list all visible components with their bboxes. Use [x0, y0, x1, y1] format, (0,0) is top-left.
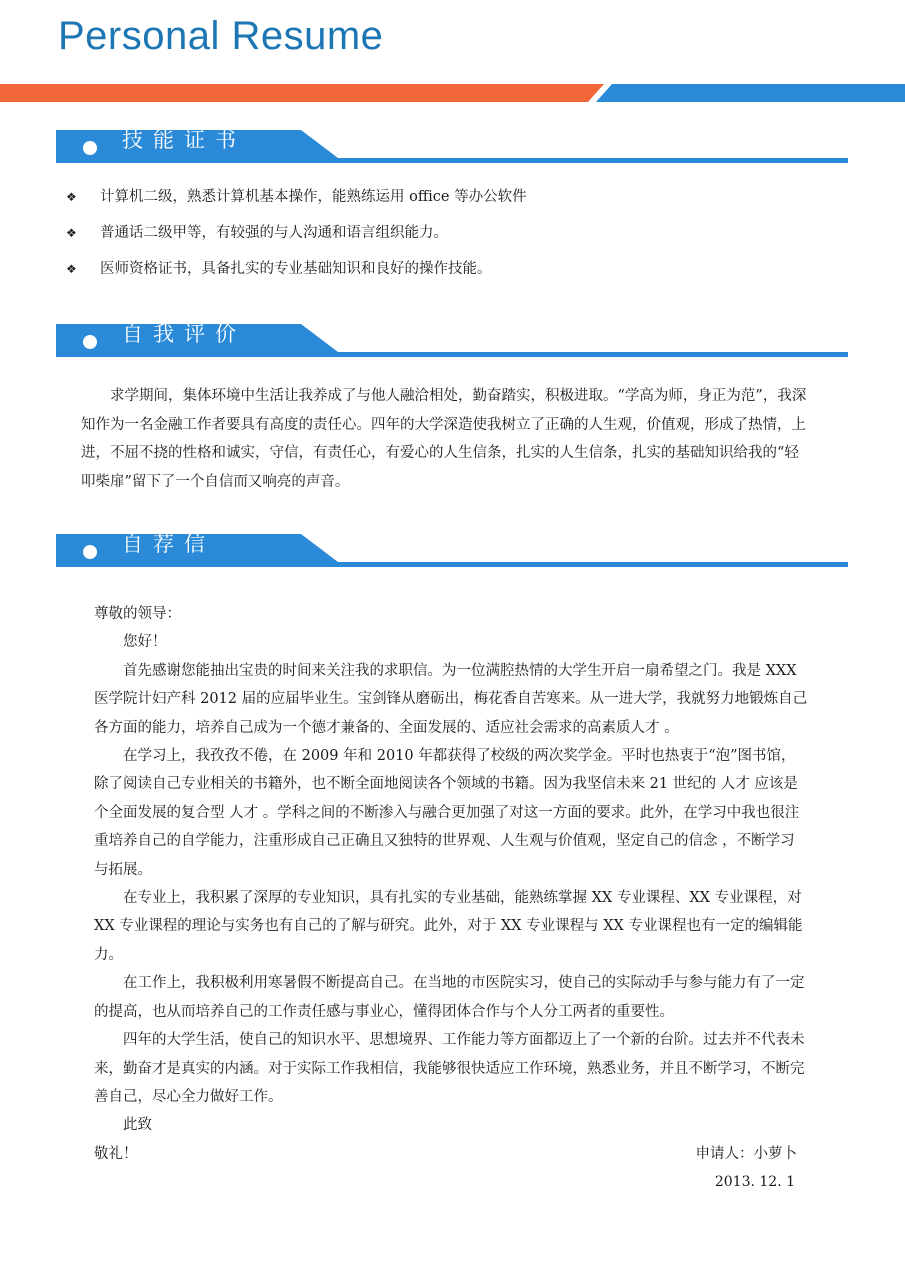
- diamond-icon: ❖: [66, 262, 77, 276]
- letter-closing: 此致: [123, 1117, 152, 1134]
- letter-signoff-row: [94, 1140, 809, 1168]
- section-header-cover-letter: [56, 534, 848, 570]
- diamond-icon: ❖: [66, 190, 77, 204]
- self-eval-paragraph: 求学期间，集体环境中生活让我养成了与他人融洽相处，勤奋踏实，积极进取。“学高为师，身正为范”，我深知作为一名金融工作者要具有高度的责任心。四年的大学深造使我树立了正确的人生观，价值观，形成了热情，上进，不屈不挠的性格和诚实，守信，有责任心，有爱心的人生信条，扎实的人生信条，扎实的基础知识给我的“轻叩柴扉”留下了一个自信而又响亮的声音。: [81, 388, 807, 490]
- letter-paragraph: 在学习上，我孜孜不倦，在 2009 年和 2010 年都获得了校级的两次奖学金。平时也热衷于“泡”图书馆，除了阅读自己专业相关的书籍外，也不断全面地阅读各个领域的书籍。因为我坚信未来 21 世纪的 人才 应该是个全面发展的复合型 人才 。学科之间的不断渗入与融合更加强了对这一方面的要求。此外，在学习中我也很注重培养自己的自学能力，注重形成自己正确且又独特的世界观、人生观与价值观，坚定自己的信念 ，不断学习与拓展。: [94, 748, 800, 878]
- section-header-skills: [56, 130, 848, 166]
- list-item: [66, 256, 527, 292]
- letter-paragraph: 首先感谢您能抽出宝贵的时间来关注我的求职信。为一位满腔热情的大学生开启一扇希望之门。我是 XXX 医学院计妇产科 2012 届的应届毕业生。宝剑锋从磨砺出，梅花香自苦寒来。从一进大学，我就努力地锻炼自己各方面的能力，培养自己成为一个德才兼备的、全面发展的、适应社会需求的高素质人才 。: [94, 662, 808, 736]
- letter-date: 2013. 12. 1: [714, 1174, 795, 1191]
- section-header-self-eval: [56, 324, 848, 360]
- letter-salutation: 尊敬的领导：: [94, 606, 181, 622]
- list-item: [66, 220, 527, 256]
- letter-paragraph: 四年的大学生活，使自己的知识水平、思想境界、工作能力等方面都迈上了一个新的台阶。过去并不代表未来，勤奋才是真实的内涵。对于实际工作我相信，我能够很快适应工作环境，熟悉业务，并且不断学习，不断完善自己，尽心全力做好工作。: [94, 1032, 805, 1105]
- skill-list: [66, 184, 527, 292]
- letter-greeting: 您好！: [123, 634, 167, 651]
- section-title-self-eval: 自我评价: [122, 322, 246, 346]
- skill-item-text: 普通话二级甲等，有较强的与人沟通和语言组织能力。: [100, 225, 448, 241]
- self-eval-body: [81, 382, 811, 496]
- skill-item-text: 医师资格证书，具备扎实的专业基础知识和良好的操作技能。: [100, 261, 492, 277]
- section-title-cover-letter: 自荐信: [122, 532, 215, 556]
- cover-letter-body: [94, 600, 809, 1197]
- page-title: Personal Resume: [58, 14, 384, 58]
- list-item: [66, 184, 527, 220]
- skill-item-text: 计算机二级，熟悉计算机基本操作，能熟练运用 office 等办公软件: [100, 189, 527, 205]
- letter-paragraph: 在工作上，我积极利用寒暑假不断提高自己。在当地的市医院实习，使自己的实际动手与参与能力有了一定的提高，也从而培养自己的工作责任感与事业心，懂得团体合作与个人分工两者的重要性。: [94, 975, 805, 1020]
- letter-regards: 敬礼！: [94, 1145, 138, 1162]
- diamond-icon: ❖: [66, 226, 77, 240]
- letter-applicant: 申请人：小萝卜: [695, 1145, 797, 1162]
- top-color-band: [0, 80, 905, 104]
- letter-paragraph: 在专业上，我积累了深厚的专业知识，具有扎实的专业基础，能熟练掌握 XX 专业课程、XX 专业课程，对 XX 专业课程的理论与实务也有自己的了解与研究。此外，对于 XX 专业课程与 XX 专业课程也有一定的编辑能力。: [94, 890, 803, 963]
- section-title-skills: 技能证书: [122, 128, 246, 152]
